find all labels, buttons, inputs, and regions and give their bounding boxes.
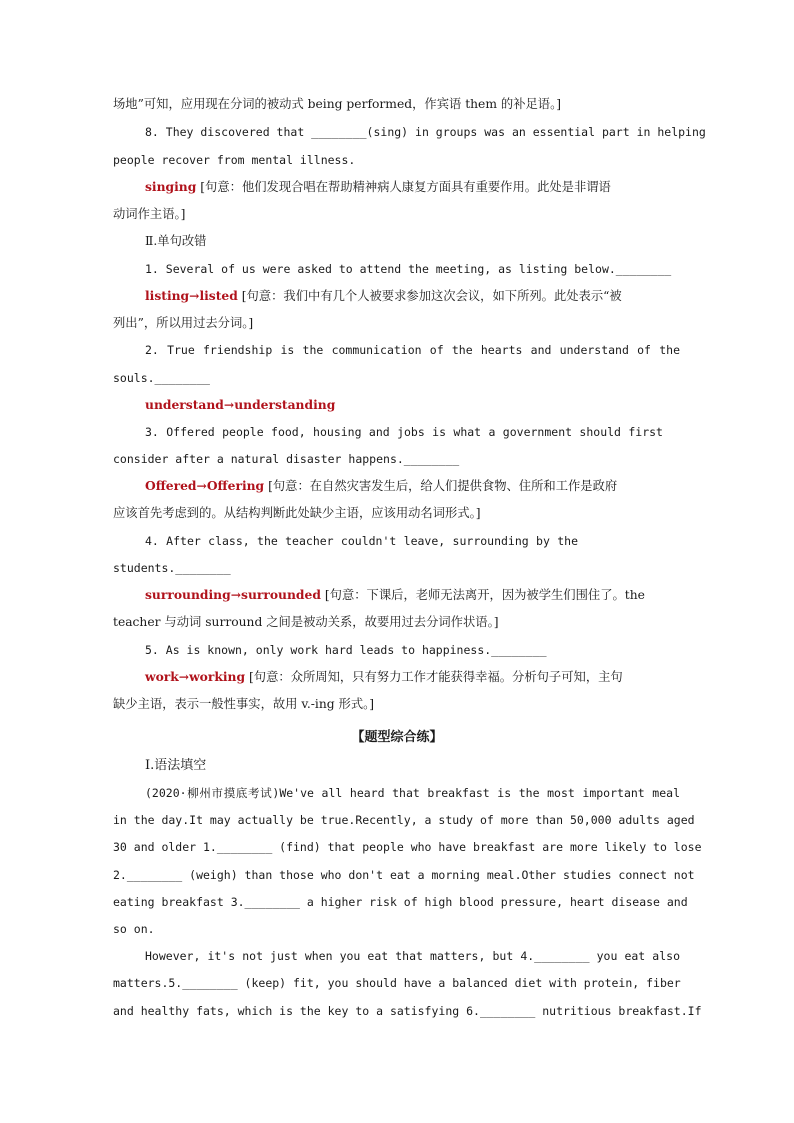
explanation-line: 场地”可知，应用现在分词的被动式 being performed，作宾语 them 的补足语。] (113, 97, 562, 111)
answer-8-explanation-cont: 动词作主语。] (113, 207, 186, 221)
section-title: 【题型综合练】 (351, 730, 443, 745)
correction-4-key: surrounding→surrounded (145, 587, 321, 602)
correction-5-explanation: [句意：众所周知，只有努力工作才能获得幸福。分析句子可知，主句 (245, 670, 623, 684)
answer-8-key: singing (145, 179, 197, 194)
correction-1-answer (145, 288, 622, 304)
question-8-line-2: people recover from mental illness. (113, 153, 356, 167)
passage-line-7: However, it's not just when you eat that matters, but 4.________ you eat also (145, 949, 680, 963)
correction-1-key: listing→listed (145, 288, 238, 303)
passage-line-5: eating breakfast 3.________ a higher risk of high blood pressure, heart disease and (113, 895, 688, 909)
section-heading-correction: Ⅱ.单句改错 (145, 234, 207, 248)
passage-line-3: 30 and older 1.________ (find) that people who have breakfast are more likely to lose (113, 840, 702, 854)
correction-3-line-1: 3. Offered people food, housing and jobs is what a government should first (145, 425, 663, 439)
answer-8-explanation: [句意：他们发现合唱在帮助精神病人康复方面具有重要作用。此处是非谓语 (196, 180, 611, 194)
passage-line-8: matters.5.________ (keep) fit, you should have a balanced diet with protein, fiber (113, 976, 681, 990)
passage-line-4: 2.________ (weigh) than those who don't eat a morning meal.Other studies connect not (113, 868, 695, 882)
correction-5-answer (145, 669, 623, 685)
correction-4-line-2: students.________ (113, 561, 231, 575)
correction-3-answer (145, 478, 617, 494)
correction-3-explanation: [句意：在自然灾害发生后，给人们提供食物、住所和工作是政府 (264, 479, 618, 493)
correction-5-key: work→working (145, 669, 246, 684)
passage-line-1: (2020·柳州市摸底考试)We've all heard that breakfast is the most important meal (145, 786, 680, 800)
correction-4-explanation-cont: teacher 与动词 surround 之间是被动关系，故要用过去分词作状语。] (113, 615, 499, 629)
passage-line-6: so on. (113, 922, 155, 936)
question-8-line-1: 8. They discovered that ________(sing) in groups was an essential part in helping (145, 125, 706, 139)
correction-3-key: Offered→Offering (145, 478, 265, 493)
passage-line-2: in the day.It may actually be true.Recently, a study of more than 50,000 adults aged (113, 813, 695, 827)
correction-4-explanation: [句意：下课后，老师无法离开，因为被学生们围住了。the (320, 588, 645, 602)
correction-2-line-1: 2. True friendship is the communication of the hearts and understand of the (145, 343, 680, 357)
correction-5: 5. As is known, only work hard leads to happiness.________ (145, 643, 547, 657)
correction-3-line-2: consider after a natural disaster happens.________ (113, 452, 460, 466)
correction-2-line-2: souls.________ (113, 371, 210, 385)
passage-line-9: and healthy fats, which is the key to a satisfying 6.________ nutritious breakfast.If (113, 1004, 702, 1018)
correction-1: 1. Several of us were asked to attend the meeting, as listing below.________ (145, 262, 672, 276)
section-heading-grammar: Ⅰ.语法填空 (145, 758, 207, 773)
answer-8 (145, 179, 611, 195)
correction-2-key: understand→understanding (145, 397, 336, 412)
correction-4-answer (145, 587, 645, 603)
correction-1-explanation: [句意：我们中有几个人被要求参加这次会议，如下所列。此处表示“被 (237, 289, 622, 303)
correction-1-explanation-cont: 列出”，所以用过去分词。] (113, 316, 254, 330)
correction-5-explanation-cont: 缺少主语，表示一般性事实，故用 v.-ing 形式。] (113, 697, 375, 711)
correction-3-explanation-cont: 应该首先考虑到的。从结构判断此处缺少主语，应该用动名词形式。] (113, 506, 481, 520)
correction-4-line-1: 4. After class, the teacher couldn't leave, surrounding by the (145, 534, 578, 548)
